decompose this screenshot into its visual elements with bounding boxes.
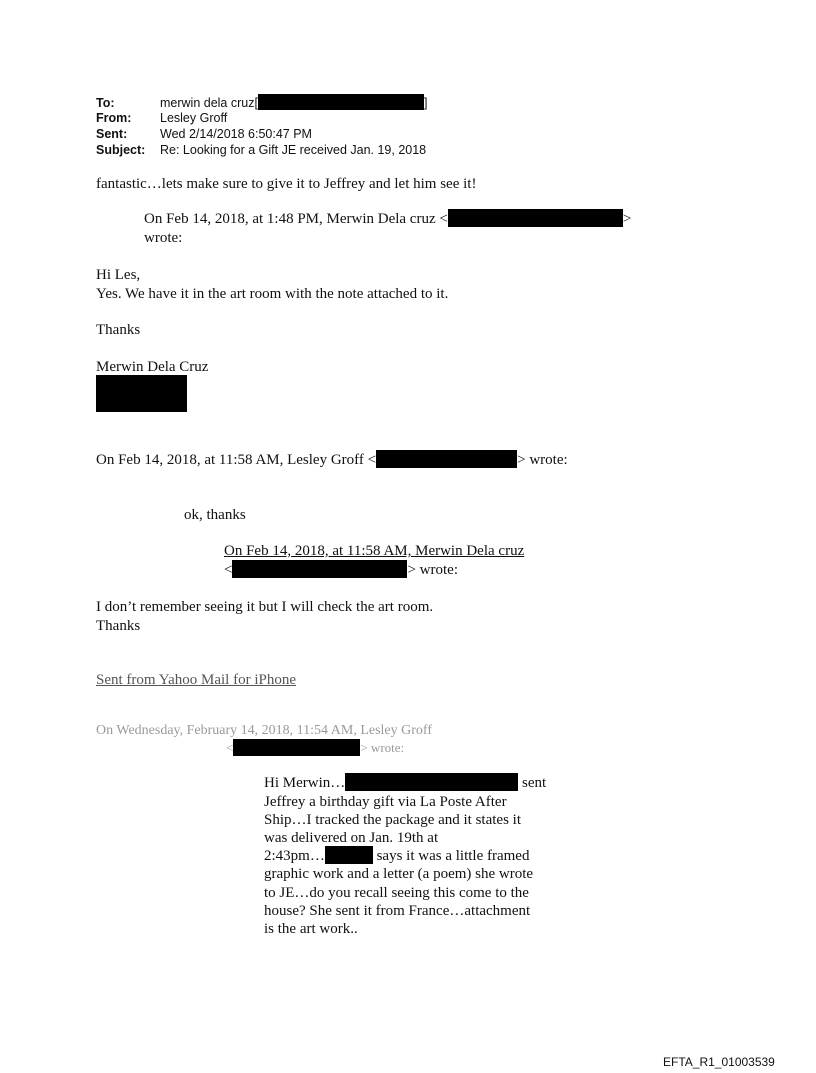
original-message-line: graphic work and a letter (a poem) she wrote (264, 866, 534, 882)
redaction-block (448, 209, 623, 227)
sent-label: Sent: (96, 127, 128, 141)
signature-name: Merwin Dela Cruz (96, 359, 209, 375)
redaction-block (325, 846, 373, 864)
closing-thanks: Thanks (96, 322, 141, 338)
original-message-line: 2:43pm… says it was a little framed (264, 848, 530, 864)
original-message-line: house? She sent it from France…attachment (264, 903, 531, 919)
subject-value: Re: Looking for a Gift JE received Jan. 19, 2018 (160, 143, 427, 157)
quote-attribution: On Feb 14, 2018, at 11:58 AM, Lesley Groff < > wrote: (96, 452, 568, 468)
redaction-block (345, 773, 518, 791)
quote-attribution: On Feb 14, 2018, at 1:48 PM, Merwin Dela cruz < > (144, 211, 632, 227)
to-label: To: (96, 96, 115, 110)
from-value: Lesley Groff (160, 111, 228, 125)
quote-attribution: On Feb 14, 2018, at 11:58 AM, Merwin Dela cruz (224, 543, 525, 559)
quote-attribution: On Wednesday, February 14, 2018, 11:54 AM, Lesley Groff (96, 723, 432, 738)
original-message-line: to JE…do you recall seeing this come to the (264, 885, 529, 901)
original-message-line: Ship…I tracked the package and it states it (264, 812, 521, 828)
redaction-block (258, 94, 424, 110)
redaction-block (233, 739, 360, 756)
reply-text: fantastic…lets make sure to give it to Jeffrey and let him see it! (96, 176, 477, 192)
greeting: Hi Les, (96, 267, 141, 283)
closing-thanks: Thanks (96, 618, 141, 634)
reply-text: Yes. We have it in the art room with the note attached to it. (96, 286, 449, 302)
subject-label: Subject: (96, 143, 146, 157)
original-message-line: was delivered on Jan. 19th at (264, 830, 439, 846)
redaction-block (96, 375, 187, 412)
reply-text: ok, thanks (184, 507, 246, 523)
original-message-line: Hi Merwin… sent (264, 775, 547, 791)
redaction-block (232, 560, 407, 578)
original-message-line: Jeffrey a birthday gift via La Poste After (264, 794, 507, 810)
sent-value: Wed 2/14/2018 6:50:47 PM (160, 127, 312, 141)
quote-attribution-email: < > wrote: (226, 740, 405, 755)
from-label: From: (96, 111, 132, 125)
quote-attribution-email: < > wrote: (224, 562, 458, 578)
quote-attribution-wrote: wrote: (144, 230, 183, 246)
yahoo-mail-link[interactable]: Sent from Yahoo Mail for iPhone (96, 672, 296, 688)
to-value: merwin dela cruz[ ] (160, 96, 428, 110)
document-id: EFTA_R1_01003539 (663, 1055, 775, 1069)
redaction-block (376, 450, 517, 468)
reply-text: I don’t remember seeing it but I will check the art room. (96, 599, 434, 615)
original-message-line: is the art work.. (264, 921, 358, 937)
